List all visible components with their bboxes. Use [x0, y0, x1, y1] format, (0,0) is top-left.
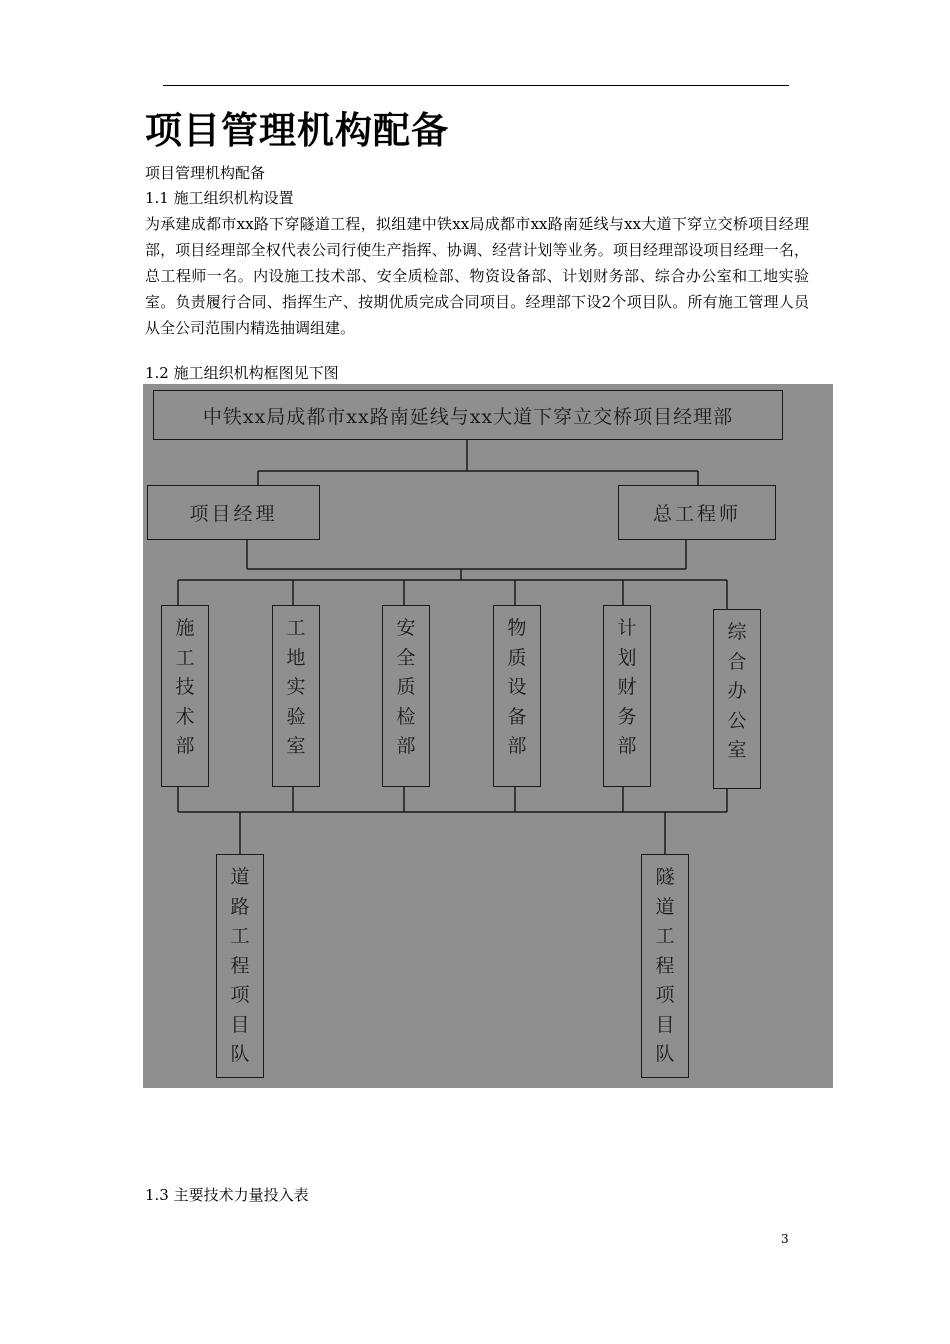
- org-chart: [143, 384, 833, 1088]
- box-label: 工 地 实 验 室: [286, 617, 306, 757]
- section-1-3-heading: 1.3 主要技术力量投入表: [145, 1186, 309, 1204]
- department-box: [161, 605, 209, 787]
- project-manager-box: 项目经理: [147, 485, 320, 540]
- box-label: 综 合 办 公 室: [727, 621, 747, 761]
- header-rule: [163, 85, 789, 86]
- box-label: 隧 道 工 程 项 目 队: [655, 866, 675, 1065]
- body-paragraph: 为承建成都市xx路下穿隧道工程，拟组建中铁xx局成都市xx路南延线与xx大道下穿立交桥项目经理部，项目经理部全权代表公司行使生产指挥、协调、经营计划等业务。项目经理部设项目经理一名，总工程师一名。内设施工技术部、安全质检部、物资设备部、计划财务部、综合办公室和工地实验室。负责履行合同、指挥生产、按期优质完成合同项目。经理部下设2个项目队。所有施工管理人员从全公司范围内精选抽调组建。: [145, 215, 809, 337]
- department-box: [713, 609, 761, 789]
- department-box: [272, 605, 320, 787]
- chief-engineer-box: 总工程师: [618, 485, 776, 540]
- project-department-box: 中铁xx局成都市xx路南延线与xx大道下穿立交桥项目经理部: [153, 390, 783, 440]
- team-box: [641, 854, 689, 1078]
- subtitle: 项目管理机构配备: [145, 164, 266, 182]
- box-label: 安 全 质 检 部: [396, 617, 416, 757]
- department-box: [603, 605, 651, 787]
- box-label: 道 路 工 程 项 目 队: [230, 866, 250, 1065]
- department-box: [493, 605, 541, 787]
- box-label: 施 工 技 术 部: [175, 617, 195, 757]
- page-number: 3: [781, 1232, 789, 1246]
- section-1-1-heading: 1.1 施工组织机构设置: [145, 189, 294, 207]
- box-label: 物 质 设 备 部: [507, 617, 527, 757]
- department-box: [382, 605, 430, 787]
- team-box: [216, 854, 264, 1078]
- page-title: 项目管理机构配备: [145, 109, 449, 152]
- box-label: 计 划 财 务 部: [617, 617, 637, 757]
- section-1-2-heading: 1.2 施工组织机构框图见下图: [145, 364, 339, 382]
